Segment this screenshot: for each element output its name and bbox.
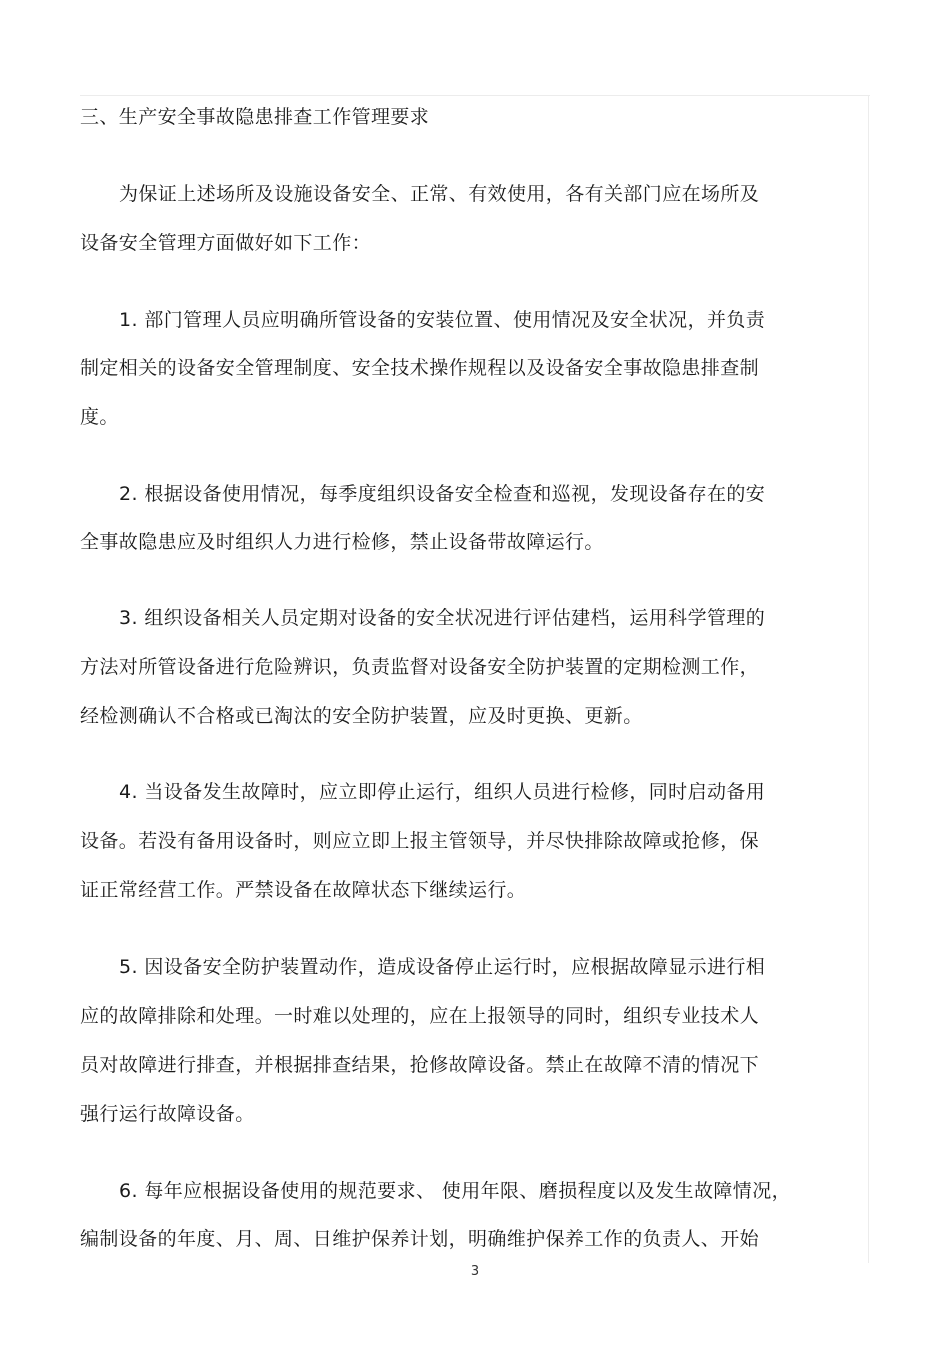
item-4-line-1: 4. 当设备发生故障时，应立即停止运行，组织人员进行检修，同时启动备用 [119,781,766,803]
item-3-line-3: 经检测确认不合格或已淘汰的安全防护装置，应及时更换、更新。 [80,705,643,727]
item-1-line-2: 制定相关的设备安全管理制度、安全技术操作规程以及设备安全事故隐患排查制 [80,357,760,379]
item-5-line-3: 员对故障进行排查，并根据排查结果，抢修故障设备。禁止在故障不清的情况下 [80,1054,760,1076]
intro-line-1: 为保证上述场所及设施设备安全、正常、有效使用，各有关部门应在场所及 [119,183,760,205]
page-border-top [80,95,870,96]
item-5-line-4: 强行运行故障设备。 [80,1103,255,1125]
page-border-right [868,95,869,1263]
item-5-line-1: 5. 因设备安全防护装置动作，造成设备停止运行时，应根据故障显示进行相 [119,956,766,978]
item-1-line-1: 1. 部门管理人员应明确所管设备的安装位置、使用情况及安全状况，并负责 [119,309,766,331]
section-heading: 三、生产安全事故隐患排查工作管理要求 [80,106,430,128]
page-number: 3 [470,1264,480,1279]
item-5-line-2: 应的故障排除和处理。一时难以处理的，应在上报领导的同时，组织专业技术人 [80,1005,760,1027]
item-1-line-3: 度。 [80,406,119,428]
item-6-line-2: 编制设备的年度、月、周、日维护保养计划，明确维护保养工作的负责人、开始 [80,1228,760,1250]
item-3-line-1: 3. 组织设备相关人员定期对设备的安全状况进行评估建档，运用科学管理的 [119,607,766,629]
item-4-line-2: 设备。若没有备用设备时，则应立即上报主管领导，并尽快排除故障或抢修，保 [80,830,760,852]
item-2-line-2: 全事故隐患应及时组织人力进行检修，禁止设备带故障运行。 [80,531,604,553]
item-2-line-1: 2. 根据设备使用情况，每季度组织设备安全检查和巡视，发现设备存在的安 [119,483,766,505]
item-4-line-3: 证正常经营工作。严禁设备在故障状态下继续运行。 [80,879,527,901]
item-6-line-1: 6. 每年应根据设备使用的规范要求、 使用年限、磨损程度以及发生故障情况， [119,1180,792,1202]
intro-line-2: 设备安全管理方面做好如下工作： [80,232,372,254]
item-3-line-2: 方法对所管设备进行危险辨识，负责监督对设备安全防护装置的定期检测工作， [80,656,760,678]
